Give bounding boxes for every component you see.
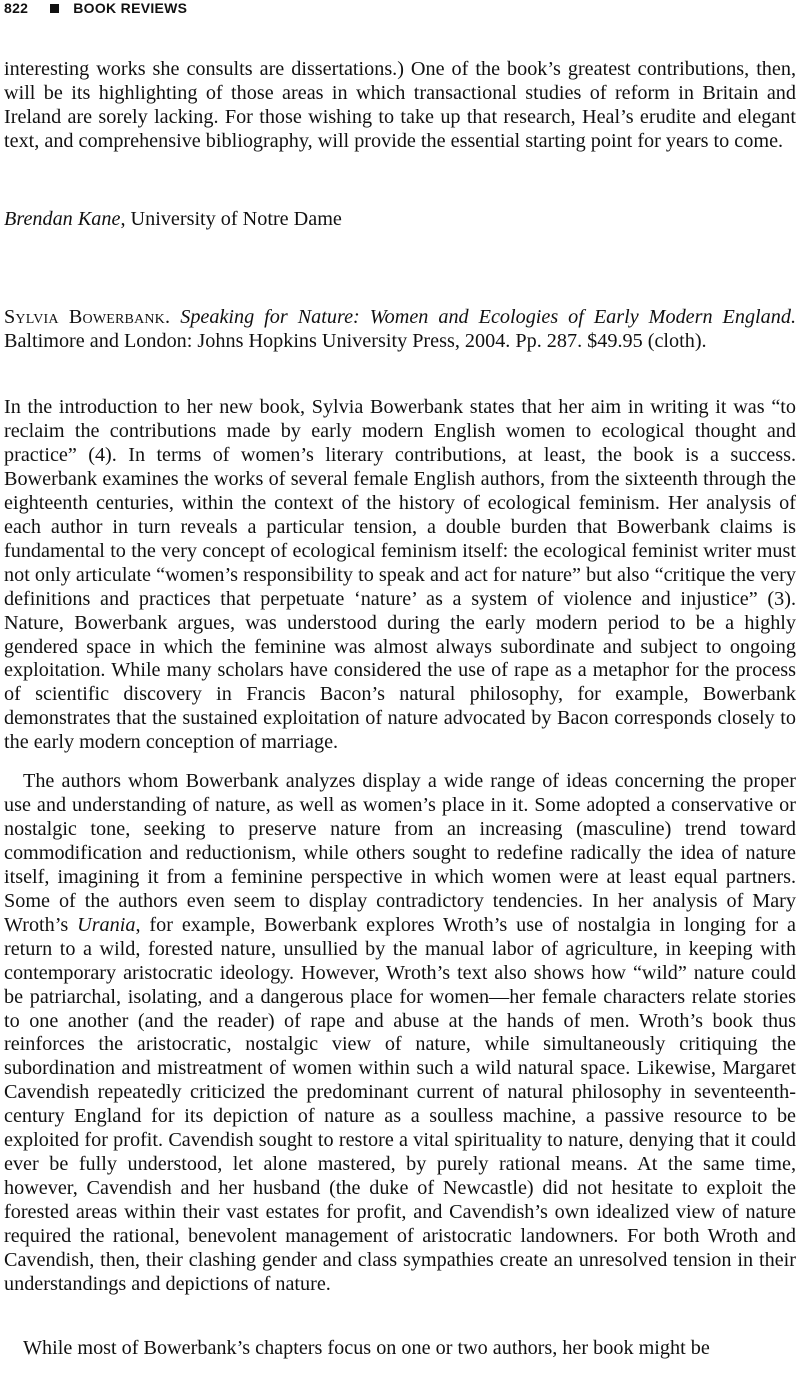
review-paragraph-2-text-after: , for example, Bowerbank explores Wroth’s use of nostalgia in longing for a return to a wild, forested nature, unsullied by the manual labor of agriculture, in keeping with contemporary aristocratic ideology. However, Wroth’s text also shows how “wild” nature could be patriarchal, isolating, and a dangerous place for women—her female characters relate stories to one another (and the reader) of rape and abuse at the hands of men. Wroth’s book thus reinforces the aristocratic, nostalgic view of nature, while simultaneously critiquing the subordination and mistreatment of women within such a wild natural space. Likewise, Margaret Cavendish repeatedly criticized the predominant current of natural philosophy in seventeenth-century England for its depiction of nature as a soulless machine, a passive resource to be exploited for profit. Cavendish sought to restore a vital spirituality to nature, denying that it could ever be fully understood, let alone mastered, by purely rational means. At the same time, however, Cavendish and her husband (the duke of Newcastle) did not hesitate to exploit the forested areas within their vast estates for profit, and Cavendish’s own idealized view of nature required the rational, benevolent management of aristocratic landowners. For both Wroth and Cavendish, then, their clashing gender and class sympathies create an unresolved tension in their understandings and depictions of nature.	[4, 913, 796, 1296]
page-number: 822	[4, 0, 29, 16]
book-author: Sylvia Bowerbank.	[4, 306, 171, 328]
section-title: BOOK REVIEWS	[73, 0, 188, 16]
urania-title: Urania	[77, 913, 136, 936]
book-publication-details: Baltimore and London: Johns Hopkins University Press, 2004. Pp. 287. $49.95 (cloth).	[4, 330, 707, 352]
book-title: Speaking for Nature: Women and Ecologies of Early Modern England.	[180, 306, 796, 328]
review-paragraph-1: In the introduction to her new book, Sylvia Bowerbank states that her aim in writing it was “to reclaim the contributions made by early modern English women to ecological thought and practice” (4). In terms of women’s literary contributions, at least, the book is a success. Bowerbank examines the works of several female English authors, from the sixteenth through the eighteenth centuries, within the context of the history of ecological feminism. Her analysis of each author in turn reveals a particular tension, a double burden that Bowerbank claims is fundamental to the very concept of ecological feminism itself: the ecological feminist writer must not only articulate “women’s responsibility to speak and act for nature” but also “critique the very definitions and practices that perpetuate ‘nature’ as a system of violence and injustice” (3). Nature, Bowerbank argues, was understood during the early modern period to be a highly gendered space in which the feminine was almost always subordinate and subject to ongoing exploitation. While many scholars have considered the use of rape as a metaphor for the process of scientific discovery in Francis Bacon’s natural philosophy, for example, Bowerbank demonstrates that the sustained exploitation of nature advocated by Bacon corresponds closely to the early modern conception of marriage.	[4, 396, 796, 754]
reviewer-signature	[4, 207, 342, 231]
review-paragraph-3: While most of Bowerbank’s chapters focus on one or two authors, her book might be	[23, 1337, 710, 1359]
book-citation	[4, 305, 796, 353]
running-head	[4, 0, 187, 18]
review-paragraph-2-text-before: The authors whom Bowerbank analyzes display a wide range of ideas concerning the proper use and understanding of nature, as well as women’s place in it. Some adopted a conservative or nostalgic tone, seeking to preserve nature from an increasing (masculine) trend toward commodification and reductionism, while others sought to redefine radically the idea of nature itself, imagining it from a feminine perspective in which women were at least equal partners. Some of the authors even seem to display contradictory tendencies. In her analysis of Mary Wroth’s	[4, 770, 796, 936]
review-paragraph-2	[4, 770, 796, 1297]
reviewer-name: Brendan Kane	[4, 208, 121, 230]
square-bullet-icon	[50, 4, 59, 13]
previous-review-closing-paragraph: interesting works she consults are dissertations.) One of the book’s greatest contributions, then, will be its highlighting of those areas in which transactional studies of reform in Britain and Ireland are sorely lacking. For those wishing to take up that research, Heal’s erudite and elegant text, and comprehensive bibliography, will provide the essential starting point for years to come.	[4, 58, 796, 152]
reviewer-affiliation: , University of Notre Dame	[120, 208, 342, 230]
citation-author-title-line	[4, 305, 796, 329]
